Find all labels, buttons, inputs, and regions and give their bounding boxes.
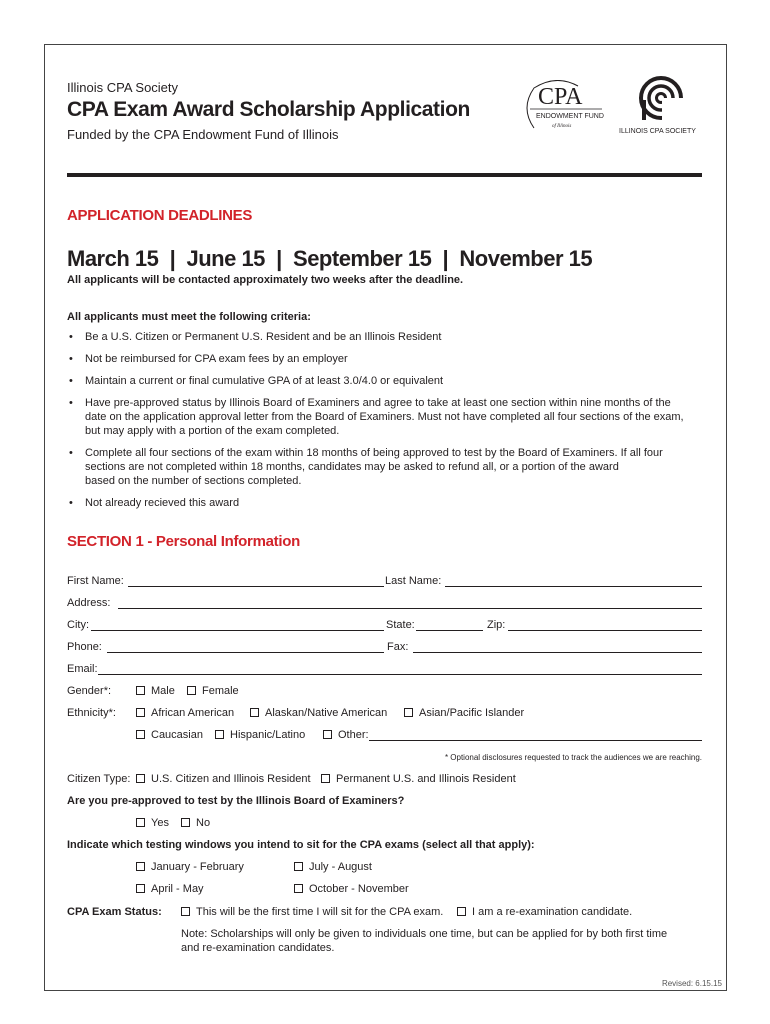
criteria-item: • Maintain a current or final cumulative GPA of at least 3.0/4.0 or equivalent <box>67 374 707 388</box>
logo-of-illinois-text: of Illinois <box>552 124 572 129</box>
logo-endowment-text: ENDOWMENT FUND <box>536 113 604 120</box>
criteria-item: • Be a U.S. Citizen or Permanent U.S. Resident and be an Illinois Resident <box>67 330 707 344</box>
preapproved-no-option[interactable]: No <box>181 817 210 829</box>
address-field[interactable] <box>118 608 702 609</box>
ethnicity-label: Ethnicity*: <box>67 707 116 719</box>
ethnicity-caucasian-option[interactable]: Caucasian <box>136 729 203 741</box>
checkbox[interactable] <box>136 774 145 783</box>
preapproved-question: Are you pre-approved to test by the Illinois Board of Examiners? <box>67 795 405 807</box>
address-label: Address: <box>67 597 111 609</box>
state-field[interactable] <box>416 630 483 631</box>
checkbox[interactable] <box>294 862 303 871</box>
checkbox[interactable] <box>457 907 466 916</box>
checkbox[interactable] <box>181 907 190 916</box>
window-jan-feb-option[interactable]: January - February <box>136 861 244 873</box>
logo-society-text: ILLINOIS CPA SOCIETY <box>619 128 696 135</box>
fax-field[interactable] <box>413 652 702 653</box>
funded-by: Funded by the CPA Endowment Fund of Illinois <box>67 127 339 142</box>
checkbox[interactable] <box>404 708 413 717</box>
email-field[interactable] <box>98 674 702 675</box>
status-first-time-option[interactable]: This will be the first time I will sit for the CPA exam. <box>181 906 443 918</box>
gender-label: Gender*: <box>67 685 112 697</box>
citizen-us-option[interactable]: U.S. Citizen and Illinois Resident <box>136 773 311 785</box>
window-apr-may-option[interactable]: April - May <box>136 883 204 895</box>
ethnicity-african-american-option[interactable]: African American <box>136 707 234 719</box>
section1-heading: SECTION 1 - Personal Information <box>67 533 300 550</box>
criteria-item: • Have pre-approved status by Illinois Board of Examiners and agree to take at least one section within nine months of the date on the application approval letter from the Board of Examiners. Must not have completed all four sections of the exam, but may apply with a portion of the exam completed. <box>67 396 707 438</box>
last-name-field[interactable] <box>445 586 702 587</box>
page-title: CPA Exam Award Scholarship Application <box>67 98 470 121</box>
checkbox[interactable] <box>136 686 145 695</box>
window-oct-nov-option[interactable]: October - November <box>294 883 409 895</box>
checkbox[interactable] <box>136 862 145 871</box>
checkbox[interactable] <box>136 818 145 827</box>
exam-status-label: CPA Exam Status: <box>67 906 162 918</box>
checkbox[interactable] <box>215 730 224 739</box>
logo-cpa-text: CPA <box>538 84 583 110</box>
criteria-item: • Not already recieved this award <box>67 496 707 510</box>
checkbox[interactable] <box>250 708 259 717</box>
contact-note: All applicants will be contacted approximately two weeks after the deadline. <box>67 274 464 286</box>
criteria-item: • Complete all four sections of the exam within 18 months of being approved to test by the Board of Examiners. If all four sections are not completed within 18 months, candidates may be asked to refund all, or a portion of the award based on the number of sections completed. <box>67 446 707 488</box>
checkbox[interactable] <box>181 818 190 827</box>
deadlines-heading: APPLICATION DEADLINES <box>67 207 253 224</box>
org-name: Illinois CPA Society <box>67 80 179 95</box>
ethnicity-other-field[interactable] <box>369 740 702 741</box>
city-field[interactable] <box>91 630 384 631</box>
ethnicity-other-option[interactable]: Other: <box>323 729 369 741</box>
checkbox[interactable] <box>321 774 330 783</box>
revised-date: Revised: 6.15.15 <box>661 979 722 988</box>
checkbox[interactable] <box>136 884 145 893</box>
window-jul-aug-option[interactable]: July - August <box>294 861 372 873</box>
header-divider <box>67 173 702 177</box>
state-label: State: <box>386 619 415 631</box>
status-note: Note: Scholarships will only be given to individuals one time, but can be applied for by both first time and re-examination candidates. <box>181 928 668 954</box>
ethnicity-asian-option[interactable]: Asian/Pacific Islander <box>404 707 524 719</box>
zip-field[interactable] <box>508 630 702 631</box>
cpa-endowment-logo <box>512 80 608 132</box>
illinois-cpa-society-logo <box>616 70 706 136</box>
gender-female-option[interactable]: Female <box>187 685 239 697</box>
last-name-label: Last Name: <box>385 575 442 587</box>
checkbox[interactable] <box>136 708 145 717</box>
checkbox[interactable] <box>323 730 332 739</box>
testing-windows-question: Indicate which testing windows you intend to sit for the CPA exams (select all that apply): <box>67 839 535 851</box>
phone-field[interactable] <box>107 652 384 653</box>
criteria-heading: All applicants must meet the following criteria: <box>67 311 311 323</box>
gender-male-option[interactable]: Male <box>136 685 175 697</box>
city-label: City: <box>67 619 89 631</box>
phone-label: Phone: <box>67 641 102 653</box>
checkbox[interactable] <box>294 884 303 893</box>
fax-label: Fax: <box>387 641 409 653</box>
zip-label: Zip: <box>487 619 506 631</box>
citizen-type-label: Citizen Type: <box>67 773 131 785</box>
checkbox[interactable] <box>136 730 145 739</box>
email-label: Email: <box>67 663 98 675</box>
citizen-permanent-option[interactable]: Permanent U.S. and Illinois Resident <box>321 773 516 785</box>
status-reexam-option[interactable]: I am a re-examination candidate. <box>457 906 632 918</box>
first-name-label: First Name: <box>67 575 124 587</box>
criteria-item: • Not be reimbursed for CPA exam fees by an employer <box>67 352 707 366</box>
criteria-list <box>67 330 707 518</box>
preapproved-yes-option[interactable]: Yes <box>136 817 169 829</box>
ethnicity-hispanic-option[interactable]: Hispanic/Latino <box>215 729 305 741</box>
first-name-field[interactable] <box>128 586 384 587</box>
deadline-dates: March 15 | June 15 | September 15 | November 15 <box>67 246 593 271</box>
ethnicity-alaskan-option[interactable]: Alaskan/Native American <box>250 707 387 719</box>
optional-disclosure-note: * Optional disclosures requested to track the audiences we are reaching. <box>444 753 702 762</box>
checkbox[interactable] <box>187 686 196 695</box>
